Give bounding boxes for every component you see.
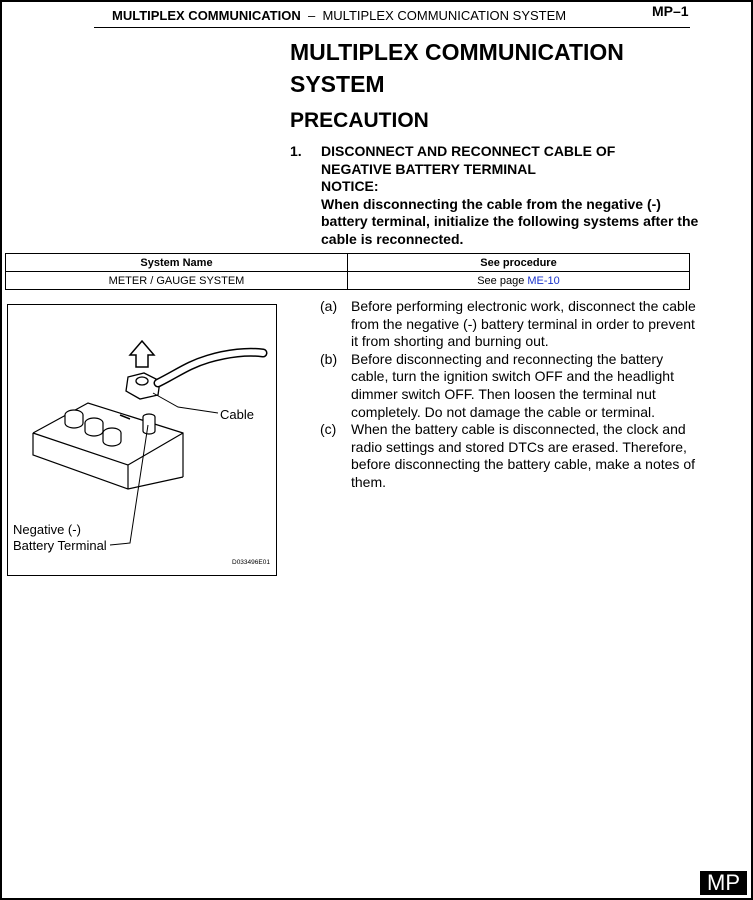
table-cell-system: METER / GAUGE SYSTEM <box>6 272 348 290</box>
label-negative-terminal <box>13 522 107 554</box>
step-heading-line-2: NEGATIVE BATTERY TERMINAL <box>321 160 536 177</box>
section-badge: MP <box>700 871 747 895</box>
column-header-procedure: See procedure <box>348 254 690 272</box>
battery-terminal-illustration <box>7 304 277 576</box>
header-section: MULTIPLEX COMMUNICATION <box>112 8 301 23</box>
section-title: PRECAUTION <box>290 109 429 132</box>
procedure-link-me-10[interactable]: ME-10 <box>527 274 560 287</box>
item-marker: (a) <box>320 298 338 314</box>
header-separator: – <box>307 8 316 23</box>
page-title-line-2: SYSTEM <box>290 71 385 97</box>
table-row <box>6 272 690 290</box>
systems-table <box>5 253 690 290</box>
step-number: 1. <box>290 143 302 159</box>
figure-code: D033496E01 <box>232 559 270 566</box>
header-subsection: MULTIPLEX COMMUNICATION SYSTEM <box>322 8 567 23</box>
notice-label: NOTICE: <box>321 178 379 195</box>
list-item <box>320 421 700 491</box>
step-block <box>321 143 701 249</box>
list-item <box>320 298 700 351</box>
item-text: Before disconnecting and reconnecting the battery cable, turn the ignition switch OFF and the headlight dimmer switch OFF. Then loosen the terminal nut completely. Do not damage the cable or terminal. <box>351 350 674 420</box>
page-title-line-1: MULTIPLEX COMMUNICATION <box>290 39 624 65</box>
notice-text: When disconnecting the cable from the negative (-) battery terminal, initialize the following systems after the cable is reconnected. <box>321 195 699 247</box>
page-title <box>290 36 710 100</box>
item-text: Before performing electronic work, disconnect the cable from the negative (-) battery terminal in order to prevent it from shorting and burning out. <box>351 298 696 350</box>
label-negative-line-2: Battery Terminal <box>13 538 107 553</box>
item-text: When the battery cable is disconnected, the clock and radio settings and stored DTCs are erased. Therefore, before disconnecting the battery cable, make a notes of them. <box>351 421 695 490</box>
vent-caps <box>65 410 121 446</box>
step-heading-line-1: DISCONNECT AND RECONNECT CABLE OF <box>321 143 616 159</box>
table-cell-procedure <box>348 272 690 290</box>
procedure-prefix: See page <box>477 274 528 287</box>
column-header-system: System Name <box>6 254 348 272</box>
up-arrow-icon <box>130 341 154 367</box>
label-negative-line-1: Negative (-) <box>13 522 81 537</box>
header-divider <box>94 27 690 28</box>
terminal-post <box>143 414 155 434</box>
procedure-list <box>320 298 700 492</box>
page-code: MP–1 <box>652 3 689 19</box>
label-cable: Cable <box>220 407 254 422</box>
running-header <box>112 8 566 23</box>
list-item <box>320 351 700 421</box>
cable-leader-line <box>153 393 218 413</box>
table-header-row <box>6 254 690 272</box>
item-marker: (b) <box>320 350 338 367</box>
item-marker: (c) <box>320 421 337 438</box>
